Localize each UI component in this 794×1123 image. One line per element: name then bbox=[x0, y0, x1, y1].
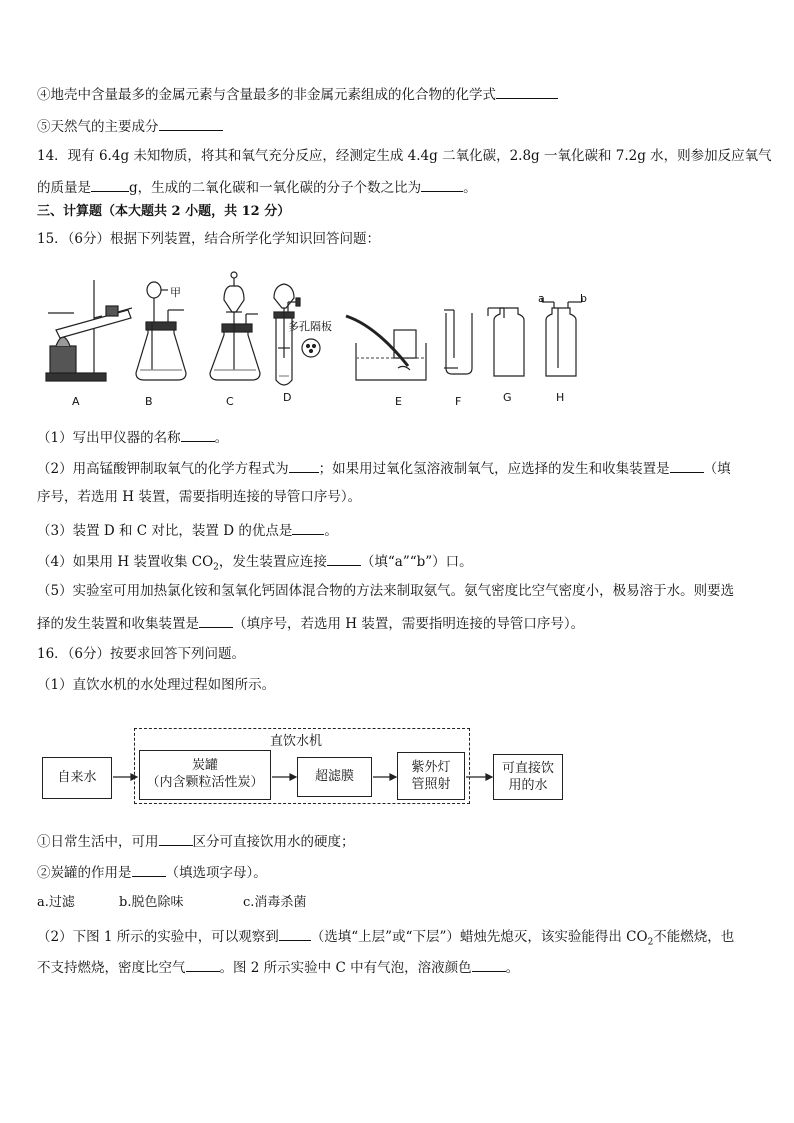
q15-5-cont: 择的发生装置和收集装置是 （填序号，若选用 H 装置，需要指明连接的导管口序号）。 bbox=[37, 613, 584, 633]
answer-blank[interactable] bbox=[159, 831, 193, 846]
answer-blank[interactable] bbox=[132, 862, 166, 877]
q16-2: （2）下图 1 所示的实验中，可以观察到 （选填“上层”或“下层”）蜡烛先熄灭，该实验能得出 $CO_2$不能燃烧，也 bbox=[37, 926, 734, 952]
q16-1a: ①日常生活中，可用 区分可直接饮用水的硬度； bbox=[37, 831, 355, 851]
option-a: a.过滤 bbox=[37, 895, 75, 910]
question-14-line1: 14．现有 6.4g 未知物质，将其和氧气充分反应，经测定生成 4.4g 二氧化碳，2.8g 一氧化碳和 7.2g 水，则参加反应氧气 bbox=[37, 148, 772, 164]
option-c: c.消毒杀菌 bbox=[243, 895, 307, 910]
arrow-icon bbox=[373, 774, 396, 780]
option-b: b.脱色除味 bbox=[119, 895, 184, 910]
q15-1: （1）写出甲仪器的名称 。 bbox=[37, 427, 228, 447]
label-c: C bbox=[226, 395, 234, 408]
port-a-label: a bbox=[538, 292, 545, 305]
question-line: ④地壳中含量最多的金属元素与含量最多的非金属元素组成的化合物的化学式 bbox=[37, 84, 558, 104]
question-16-title: 16．（6分）按要求回答下列问题。 bbox=[37, 646, 246, 662]
q15-4: （4）如果用 H 装置收集 $CO_2$，发生装置应连接 （填“a”“b”）口。 bbox=[37, 551, 473, 577]
q16-1b: ②炭罐的作用是 （填选项字母）。 bbox=[37, 862, 267, 882]
arrow-icon bbox=[466, 774, 492, 780]
label-b: B bbox=[145, 395, 153, 408]
q15-2: （2）用高锰酸钾制取氧气的化学方程式为 ；如果用过氧化氢溶液制氧气，应选择的发生和收集装置是 （填 bbox=[37, 458, 731, 478]
water-machine-title: 直饮水机 bbox=[270, 734, 323, 749]
carbon-tank-box: 炭罐 （内含颗粒活性炭） bbox=[139, 750, 271, 800]
jia-label: 甲 bbox=[170, 286, 181, 299]
question-line: ⑤天然气的主要成分 bbox=[37, 116, 223, 136]
q15-5: （5）实验室可用加热氯化铵和氢氧化钙固体混合物的方法来制取氨气。氨气密度比空气密度小，极易溶于水。则要选 bbox=[37, 583, 735, 599]
question-14-line2: 的质量是 g，生成的二氧化碳和一氧化碳的分子个数之比为 。 bbox=[37, 177, 477, 197]
answer-blank[interactable] bbox=[472, 957, 506, 972]
arrow-icon bbox=[113, 774, 137, 780]
label-g: G bbox=[503, 391, 512, 404]
question-15-title: 15．（6分）根据下列装置，结合所学化学知识回答问题： bbox=[37, 231, 381, 247]
output-water-box: 可直接饮 用的水 bbox=[493, 754, 563, 800]
q15-2-cont: 序号，若选用 H 装置，需要指明连接的导管口序号）。 bbox=[37, 489, 362, 505]
label-d: D bbox=[283, 391, 292, 404]
tap-water-box: 自来水 bbox=[42, 757, 112, 799]
label-a: A bbox=[72, 395, 80, 408]
q15-3: （3）装置 D 和 C 对比，装置 D 的优点是 。 bbox=[37, 520, 338, 540]
porous-plate-label: 多孔隔板 bbox=[288, 320, 332, 333]
q16-options bbox=[37, 894, 306, 912]
answer-blank[interactable] bbox=[279, 926, 311, 941]
answer-blank[interactable] bbox=[186, 957, 220, 972]
ultrafiltration-box: 超滤膜 bbox=[297, 757, 372, 797]
label-h: H bbox=[556, 391, 565, 404]
q16-2-cont: 不支持燃烧，密度比空气 。图 2 所示实验中 C 中有气泡，溶液颜色 。 bbox=[37, 957, 519, 977]
port-b-label: b bbox=[580, 292, 587, 305]
arrow-icon bbox=[272, 774, 296, 780]
label-f: F bbox=[455, 395, 462, 408]
uv-lamp-box: 紫外灯 管照射 bbox=[397, 752, 465, 800]
section-heading: 三、计算题（本大题共 2 小题，共 12 分） bbox=[37, 204, 291, 219]
q16-1: （1）直饮水机的水处理过程如图所示。 bbox=[37, 677, 276, 693]
label-e: E bbox=[395, 395, 402, 408]
